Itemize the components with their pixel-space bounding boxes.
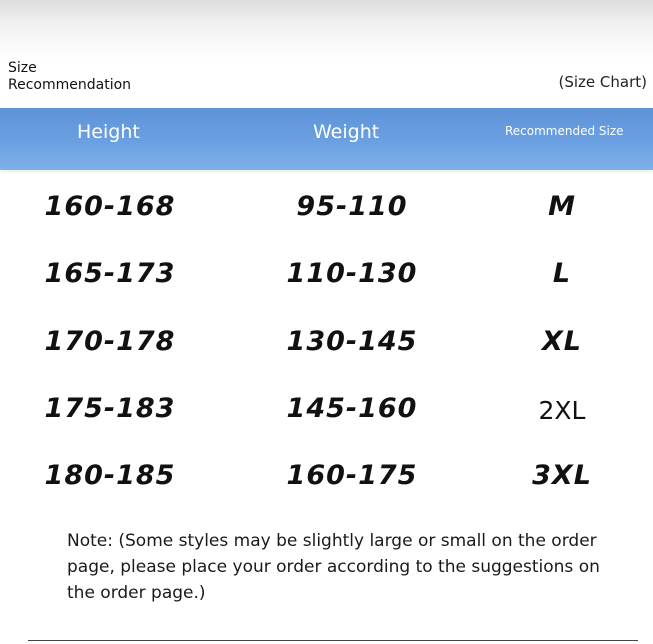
table-row-4-size: 2XL <box>538 396 586 425</box>
size-chart-link[interactable]: (Size Chart) <box>558 73 647 91</box>
page-title-line2: Recommendation <box>8 77 132 93</box>
table-row-4-height: 175-183 <box>44 393 176 424</box>
table-row-3-size: XL <box>541 326 583 357</box>
bottom-divider <box>28 640 638 641</box>
top-shade <box>0 0 653 60</box>
table-row-3-height: 170-178 <box>44 326 176 357</box>
header-weight: Weight <box>313 121 380 143</box>
page-title-line1: Size <box>8 60 37 76</box>
table-row-5-height: 180-185 <box>44 460 176 491</box>
table-row-1-height: 160-168 <box>44 191 176 222</box>
table-row-1-size: M <box>548 191 576 222</box>
table-row-2-size: L <box>552 258 572 289</box>
header-recommended-size: Recommended Size <box>505 124 624 138</box>
table-row-4-weight: 145-160 <box>286 393 418 424</box>
table-row-2-height: 165-173 <box>44 258 176 289</box>
page-title <box>8 60 131 94</box>
table-row-5-size: 3XL <box>532 460 592 491</box>
header-height: Height <box>77 121 140 143</box>
table-row-3-weight: 130-145 <box>286 326 418 357</box>
order-note: Note: (Some styles may be slightly large or small on the order page, please place your order according to the suggestions on the order page.) <box>67 531 600 603</box>
table-row-2-weight: 110-130 <box>286 258 418 289</box>
table-row-5-weight: 160-175 <box>286 460 418 491</box>
table-row-1-weight: 95-110 <box>296 191 408 222</box>
